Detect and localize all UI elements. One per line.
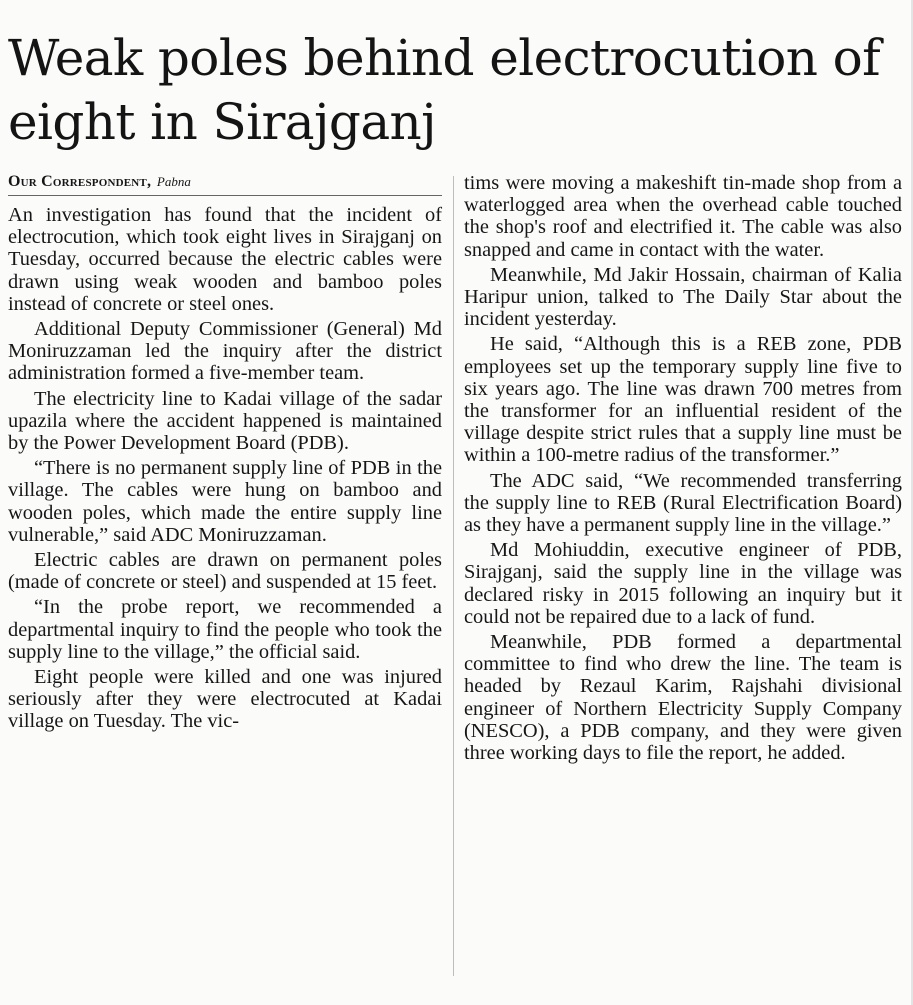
headline: Weak poles behind electrocution of eight in Sirajganj	[8, 29, 881, 151]
article-paragraph: Electric cables are drawn on permanent poles (made of concrete or steel) and suspended at 15 feet.	[8, 549, 442, 594]
article-paragraph: The electricity line to Kadai village of the sadar upazila where the accident happened is maintained by the Power Development Board (PDB).	[8, 387, 442, 455]
article-paragraph: Meanwhile, PDB formed a departmental committee to find who drew the line. The team is headed by Rezaul Karim, Rajshahi divisional engineer of Northern Electricity Supply Company (NESCO), a PDB company, and they were given three working days to file the report, he added.	[464, 631, 902, 765]
byline-author: Our Correspondent,	[8, 173, 152, 190]
article-paragraph-continued: Eight people were killed and one was injured seriously after they were electrocuted at Kadai village on Tuesday. The vic-	[8, 666, 442, 733]
article-paragraph: Md Mohiuddin, executive engineer of PDB, Sirajganj, said the supply line in the village was declared risky in 2015 following an inquiry but it could not be repaired due to a lack of fund.	[464, 539, 902, 628]
byline-location: Pabna	[156, 174, 191, 189]
article-paragraph: The ADC said, “We recommended transferring the supply line to REB (Rural Electrification Board) as they have a permanent supply line in the village.”	[464, 469, 902, 537]
article-paragraph: “There is no permanent supply line of PDB in the village. The cables were hung on bamboo and wooden poles, which made the entire supply line vulnerable,” said ADC Moniruzzaman.	[8, 457, 442, 546]
article-column-right	[464, 172, 902, 767]
article-paragraph: Additional Deputy Commissioner (General) Md Moniruzzaman led the inquiry after the district administration formed a five-member team.	[8, 318, 442, 385]
article-paragraph: He said, “Although this is a REB zone, PDB employees set up the temporary supply line five to six years ago. The line was drawn 700 metres from the transformer for an influential resident of the village despite strict rules that a supply line must be within a 100-metre radius of the transformer.”	[464, 333, 902, 467]
article-paragraph: “In the probe report, we recommended a departmental inquiry to find the people who took the supply line to the village,” the official said.	[8, 596, 442, 663]
article-paragraph: Meanwhile, Md Jakir Hossain, chairman of Kalia Haripur union, talked to The Daily Star about the incident yesterday.	[464, 263, 902, 331]
column-divider	[453, 176, 454, 976]
article-paragraph-continuation: tims were moving a makeshift tin-made shop from a waterlogged area when the overhead cable touched the shop's roof and electrified it. The cable was also snapped and came in contact with the water.	[464, 172, 902, 261]
article-column-left	[8, 172, 442, 736]
byline	[8, 172, 442, 196]
article-paragraph: An investigation has found that the incident of electrocution, which took eight lives in Sirajganj on Tuesday, occurred because the electric cables were drawn using weak wooden and bamboo poles instead of concrete or steel ones.	[8, 204, 442, 315]
